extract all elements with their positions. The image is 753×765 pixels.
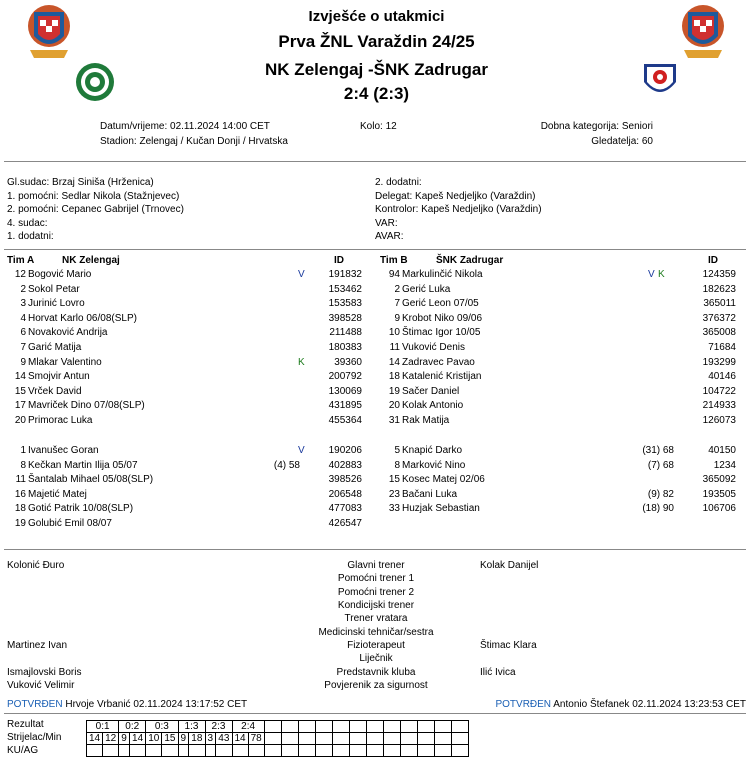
player-mark: K <box>298 356 305 368</box>
player-number: 3 <box>20 298 26 310</box>
empty-cell <box>366 733 383 745</box>
player-sub: (4) 58 <box>273 459 300 471</box>
player-id: 124359 <box>702 269 736 280</box>
player-mark-captain: K <box>658 269 665 280</box>
player-name: Knapić Darko <box>402 445 463 456</box>
confirm-b-text: Antonio Štefanek 02.11.2024 13:23:53 CET <box>553 699 746 710</box>
empty-cell <box>281 721 298 733</box>
player-id: 71684 <box>708 342 736 353</box>
player-number: 15 <box>14 385 26 397</box>
scorer-cell: 14 <box>232 733 248 745</box>
spectators: Gledatelja: 60 <box>591 136 653 147</box>
player-name: Vrček David <box>28 385 82 397</box>
player-id: 40150 <box>708 445 736 456</box>
player-number: 9 <box>20 356 26 368</box>
staff-a-name: Martinez Ivan <box>7 640 68 651</box>
staff-role: Trener vratara <box>344 613 408 624</box>
player-id: 211488 <box>329 327 362 339</box>
empty-cell <box>315 721 332 733</box>
official-left: 4. sudac: <box>7 217 48 229</box>
player-number: 5 <box>394 445 400 456</box>
team-a-name: NK Zelengaj <box>62 255 120 266</box>
official-left: Gl.sudac: Brzaj Siniša (Hrženica) <box>7 177 154 188</box>
player-number: 1 <box>20 445 26 456</box>
score-cell: 0:1 <box>87 721 119 733</box>
official-right: Kontrolor: Kapeš Nedjeljko (Varaždin) <box>375 204 542 215</box>
confirm-a-status: POTVRĐEN <box>7 699 63 710</box>
empty-cell <box>349 733 366 745</box>
player-sub: (7) 68 <box>647 459 674 471</box>
player-name: Gerić Leon 07/05 <box>402 298 479 310</box>
player-name: Šantalab Mihael 05/08(SLP) <box>28 474 154 486</box>
player-number: 15 <box>388 474 400 486</box>
player-name: Zadravec Pavao <box>402 356 475 368</box>
result-label: Rezultat <box>7 719 44 730</box>
player-number: 19 <box>388 385 400 397</box>
player-name: Huzjak Sebastian <box>402 503 480 515</box>
official-right: 2. dodatni: <box>375 177 422 188</box>
staff-b-name: Kolak Danijel <box>480 560 539 571</box>
scorer-label: Strijelac/Min <box>7 732 62 743</box>
empty-cell <box>434 745 451 757</box>
ku-ag-label: KU/AG <box>7 745 39 756</box>
empty-cell <box>162 745 178 757</box>
empty-cell <box>281 733 298 745</box>
player-name: Mavriček Dino 07/08(SLP) <box>28 400 145 412</box>
confirm-a <box>7 698 247 712</box>
match-datetime: Datum/vrijeme: 02.11.2024 14:00 CET <box>100 121 270 132</box>
player-sub: (9) 82 <box>647 488 674 500</box>
staff-a-name: Kolonić Đuro <box>7 560 65 571</box>
empty-cell <box>349 745 366 757</box>
official-right: AVAR: <box>375 231 404 242</box>
scorer-cell: 10 <box>146 733 162 745</box>
player-id: 153583 <box>328 298 362 310</box>
player-number: 14 <box>14 371 26 383</box>
player-number: 23 <box>388 488 400 500</box>
player-number: 16 <box>14 488 26 500</box>
scorer-cell: 18 <box>189 733 205 745</box>
empty-cell <box>451 745 468 757</box>
confirm-b-status: POTVRĐEN <box>495 699 552 710</box>
player-name: Gotić Patrik 10/08(SLP) <box>28 503 134 515</box>
team-b-label: Tim B <box>380 255 408 266</box>
empty-cell <box>298 745 315 757</box>
empty-cell <box>264 745 281 757</box>
player-id: 1234 <box>713 459 736 471</box>
player-number: 4 <box>20 312 26 324</box>
scorer-cell: 15 <box>162 733 178 745</box>
official-left: 2. pomoćni: Cepanec Gabrijel (Trnovec) <box>7 204 184 215</box>
player-name: Mlakar Valentino <box>28 356 102 368</box>
player-id: 206548 <box>328 488 362 500</box>
player-number: 9 <box>394 312 400 324</box>
player-number: 11 <box>15 474 26 486</box>
staff-b-name: Ilić Ivica <box>480 667 516 678</box>
empty-cell <box>417 721 434 733</box>
empty-cell <box>383 733 400 745</box>
player-number: 2 <box>394 283 400 295</box>
player-name: Kosec Matej 02/06 <box>402 474 485 486</box>
empty-cell <box>417 733 434 745</box>
player-number: 20 <box>14 415 26 426</box>
staff-role: Fizioterapeut <box>347 640 405 651</box>
player-name: Horvat Karlo 06/08(SLP) <box>28 312 137 324</box>
player-name: Katalenić Kristijan <box>402 371 482 383</box>
player-number: 94 <box>388 269 400 280</box>
empty-cell <box>417 745 434 757</box>
age-category: Dobna kategorija: Seniori <box>540 121 653 132</box>
player-name: Marković Nino <box>402 459 466 471</box>
staff-role: Predstavnik kluba <box>336 667 416 678</box>
empty-cell <box>232 745 248 757</box>
official-right: Delegat: Kapeš Nedjeljko (Varaždin) <box>375 190 536 202</box>
player-number: 20 <box>388 400 400 412</box>
player-name: Smojvir Antun <box>28 371 90 383</box>
empty-cell <box>264 733 281 745</box>
player-mark: V <box>298 269 305 280</box>
empty-cell <box>332 745 349 757</box>
player-id: 39360 <box>334 356 362 368</box>
official-right: VAR: <box>375 217 398 229</box>
player-id: 126073 <box>702 415 736 426</box>
player-sub: (18) 90 <box>642 503 674 515</box>
player-mark: V <box>648 269 655 280</box>
empty-cell <box>400 745 417 757</box>
match-teams: NK Zelengaj -ŠNK Zadrugar <box>265 60 488 79</box>
player-name: Rak Matija <box>402 415 450 426</box>
score-cell: 2:4 <box>232 721 264 733</box>
player-number: 7 <box>394 298 400 310</box>
empty-cell <box>400 721 417 733</box>
scorer-cell: 9 <box>119 733 130 745</box>
match-score: 2:4 (2:3) <box>343 84 410 103</box>
staff-role: Pomoćni trener 2 <box>337 587 415 598</box>
empty-cell <box>298 721 315 733</box>
player-number: 33 <box>388 503 400 515</box>
player-name: Sokol Petar <box>28 283 80 295</box>
empty-cell <box>451 733 468 745</box>
player-number: 7 <box>20 342 26 353</box>
player-name: Golubić Emil 08/07 <box>28 518 112 529</box>
player-name: Primorac Luka <box>28 415 93 426</box>
player-name: Štimac Igor 10/05 <box>402 327 481 339</box>
staff-role: Liječnik <box>359 653 393 664</box>
empty-cell <box>146 745 162 757</box>
player-name: Krobot Niko 09/06 <box>402 312 483 324</box>
empty-cell <box>87 745 103 757</box>
result-table <box>86 720 469 757</box>
scorer-cell: 14 <box>87 733 103 745</box>
empty-cell <box>434 721 451 733</box>
player-name: Vuković Denis <box>402 342 465 353</box>
player-id: 104722 <box>702 385 736 397</box>
empty-cell <box>264 721 281 733</box>
player-id: 153462 <box>328 283 362 295</box>
player-id: 130069 <box>328 385 362 397</box>
player-number: 10 <box>388 327 400 339</box>
player-number: 18 <box>388 371 400 383</box>
confirm-a-text: Hrvoje Vrbanić 02.11.2024 13:17:52 CET <box>65 699 248 710</box>
player-id: 182623 <box>702 283 736 295</box>
staff-a-name: Vuković Velimir <box>7 680 75 691</box>
player-id: 402883 <box>328 459 362 471</box>
player-number: 8 <box>20 459 26 471</box>
staff-role: Glavni trener <box>347 560 405 571</box>
player-id: 191832 <box>328 269 362 280</box>
player-id: 180383 <box>328 342 362 353</box>
player-id: 40146 <box>708 371 736 383</box>
player-number: 19 <box>14 518 26 529</box>
player-id: 376372 <box>702 312 736 324</box>
official-left: 1. dodatni: <box>7 231 54 242</box>
score-cell: 1:3 <box>178 721 205 733</box>
confirm-b <box>495 698 746 712</box>
league-title: Prva ŽNL Varaždin 24/25 <box>278 32 475 51</box>
empty-cell <box>383 721 400 733</box>
player-id: 455364 <box>328 415 362 426</box>
player-name: Novaković Andrija <box>28 327 108 339</box>
team-b-name: ŠNK Zadrugar <box>436 255 504 266</box>
team-b-id-header: ID <box>708 255 718 266</box>
player-id: 426547 <box>328 518 362 529</box>
player-name: Garić Matija <box>28 342 82 353</box>
empty-cell <box>366 745 383 757</box>
player-id: 398528 <box>328 312 362 324</box>
scorer-cell: 12 <box>103 733 119 745</box>
empty-cell <box>315 745 332 757</box>
empty-cell <box>119 745 130 757</box>
player-id: 200792 <box>328 371 362 383</box>
report-title: Izvješće o utakmici <box>308 8 445 25</box>
empty-cell <box>216 745 232 757</box>
player-number: 17 <box>14 400 26 412</box>
team-a-label: Tim A <box>7 255 35 266</box>
player-number: 11 <box>389 342 400 353</box>
empty-cell <box>451 721 468 733</box>
player-number: 8 <box>394 459 400 471</box>
staff-role: Medicinski tehničar/sestra <box>318 627 434 638</box>
empty-cell <box>383 745 400 757</box>
player-number: 14 <box>388 356 400 368</box>
empty-cell <box>298 733 315 745</box>
player-number: 31 <box>388 415 400 426</box>
empty-cell <box>189 745 205 757</box>
empty-cell <box>205 745 216 757</box>
player-number: 18 <box>14 503 26 515</box>
empty-cell <box>332 733 349 745</box>
match-round: Kolo: 12 <box>360 121 397 132</box>
empty-cell <box>434 733 451 745</box>
empty-cell <box>315 733 332 745</box>
staff-role: Kondicijski trener <box>337 600 415 611</box>
player-name: Sačer Daniel <box>402 385 460 397</box>
player-sub: (31) 68 <box>642 445 674 456</box>
player-name: Bačani Luka <box>402 488 458 500</box>
empty-cell <box>349 721 366 733</box>
player-id: 365008 <box>702 327 736 339</box>
empty-cell <box>332 721 349 733</box>
player-name: Ivanušec Goran <box>28 445 99 456</box>
staff-a-name: Ismajlovski Boris <box>7 667 82 678</box>
match-stadium: Stadion: Zelengaj / Kučan Donji / Hrvatska <box>100 136 288 147</box>
empty-cell <box>366 721 383 733</box>
empty-cell <box>129 745 145 757</box>
player-name: Majetić Matej <box>28 488 87 500</box>
player-id: 193505 <box>702 488 736 500</box>
player-number: 12 <box>14 269 26 280</box>
player-id: 106706 <box>702 503 736 515</box>
official-left: 1. pomoćni: Sedlar Nikola (Stažnjevec) <box>7 190 180 202</box>
staff-b-name: Štimac Klara <box>480 640 537 651</box>
player-id: 193299 <box>702 356 736 368</box>
player-id: 214933 <box>702 400 736 412</box>
staff-role: Povjerenik za sigurnost <box>324 680 428 691</box>
player-name: Kolak Antonio <box>402 400 464 412</box>
player-id: 190206 <box>328 445 362 456</box>
player-name: Gerić Luka <box>402 283 451 295</box>
scorer-cell: 9 <box>178 733 189 745</box>
scorer-cell: 14 <box>129 733 145 745</box>
scorer-cell: 3 <box>205 733 216 745</box>
scorer-cell: 78 <box>248 733 264 745</box>
empty-cell <box>248 745 264 757</box>
score-cell: 2:3 <box>205 721 232 733</box>
staff-role: Pomoćni trener 1 <box>337 573 415 584</box>
player-id: 365092 <box>702 474 736 486</box>
empty-cell <box>400 733 417 745</box>
player-id: 477083 <box>328 503 362 515</box>
player-number: 2 <box>20 283 26 295</box>
player-id: 365011 <box>703 298 736 310</box>
player-name: Bogović Mario <box>28 269 92 280</box>
empty-cell <box>281 745 298 757</box>
player-name: Kečkan Martin Ilija 05/07 <box>28 459 138 471</box>
player-mark: V <box>298 445 305 456</box>
score-cell: 0:2 <box>119 721 146 733</box>
player-id: 398526 <box>328 474 362 486</box>
player-name: Jurinić Lovro <box>28 298 85 310</box>
empty-cell <box>178 745 189 757</box>
player-name: Markulinčić Nikola <box>402 269 483 280</box>
player-number: 6 <box>20 327 26 339</box>
player-id: 431895 <box>328 400 362 412</box>
score-cell: 0:3 <box>146 721 178 733</box>
empty-cell <box>103 745 119 757</box>
scorer-cell: 43 <box>216 733 232 745</box>
team-a-id-header: ID <box>334 255 344 266</box>
